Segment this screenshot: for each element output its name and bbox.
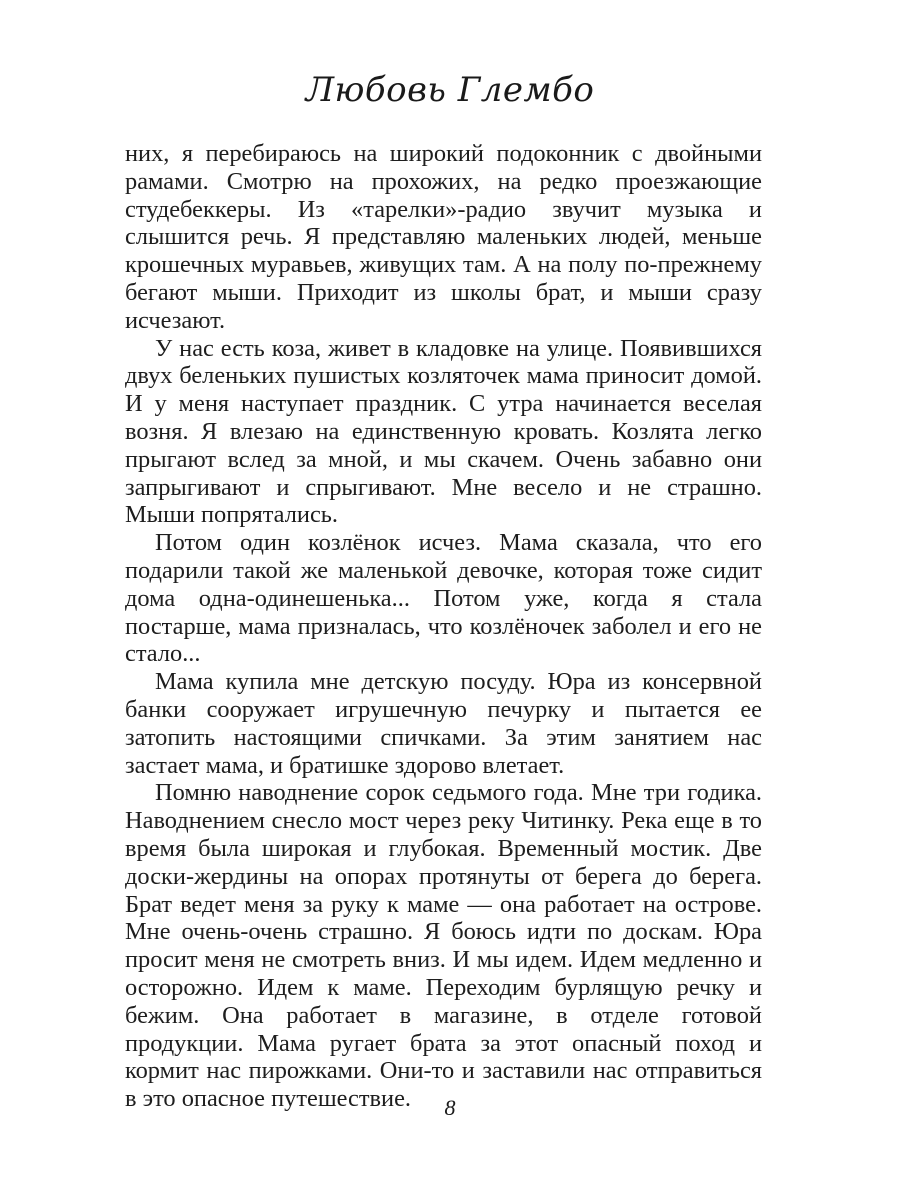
paragraph-5: Помню наводнение сорок седьмого года. Мне три годика. Наводнением снесло мост через реку Читинку. Река еще в то время была широкая и глубокая. Временный мостик. Две доски-жердины на опорах протянуты от берега до берега. Брат ведет меня за руку к маме — она работает на острове. Мне очень-очень страшно. Я боюсь идти по доскам. Юра просит меня не смотреть вниз. И мы идем. Идем медленно и осторожно. Идем к маме. Переходим бурлящую речку и бежим. Она работает в магазине, в отделе готовой продукции. Мама ругает брата за этот опасный поход и кормит нас пирожками. Они-то и заставили нас отправиться в это опасное путешествие.: [125, 779, 762, 1113]
paragraph-4: Мама купила мне детскую посуду. Юра из консервной банки сооружает игрушечную печурку и пытается ее затопить настоящими спичками. За этим занятием нас застает мама, и братишке здорово влетает.: [125, 668, 762, 779]
page-number: 8: [444, 1095, 456, 1120]
paragraph-2: У нас есть коза, живет в кладовке на улице. Появившихся двух беленьких пушистых козляточек мама приносит домой. И у меня наступает праздник. С утра начинается веселая возня. Я влезаю на единственную кровать. Козлята легко прыгают вслед за мной, и мы скачем. Очень забавно они запрыгивают и спрыгивают. Мне весело и не страшно. Мыши попрятались.: [125, 334, 762, 529]
running-head-author: Любовь Глембо: [305, 70, 595, 110]
body-text: [125, 140, 762, 1113]
paragraph-1: них, я перебираюсь на широкий подоконник с двойными рамами. Смотрю на прохожих, на редко проезжающие студебеккеры. Из «тарелки»-радио звучит музыка и слышится речь. Я представляю маленьких людей, меньше крошечных муравьев, живущих там. А на полу по-прежнему бегают мыши. Приходит из школы брат, и мыши сразу исчезают.: [125, 140, 762, 334]
paragraph-3: Потом один козлёнок исчез. Мама сказала, что его подарили такой же маленькой девочке, которая тоже сидит дома одна-одинешенька... Потом уже, когда я стала постарше, мама призналась, что козлёночек заболел и его не стало...: [125, 529, 762, 668]
